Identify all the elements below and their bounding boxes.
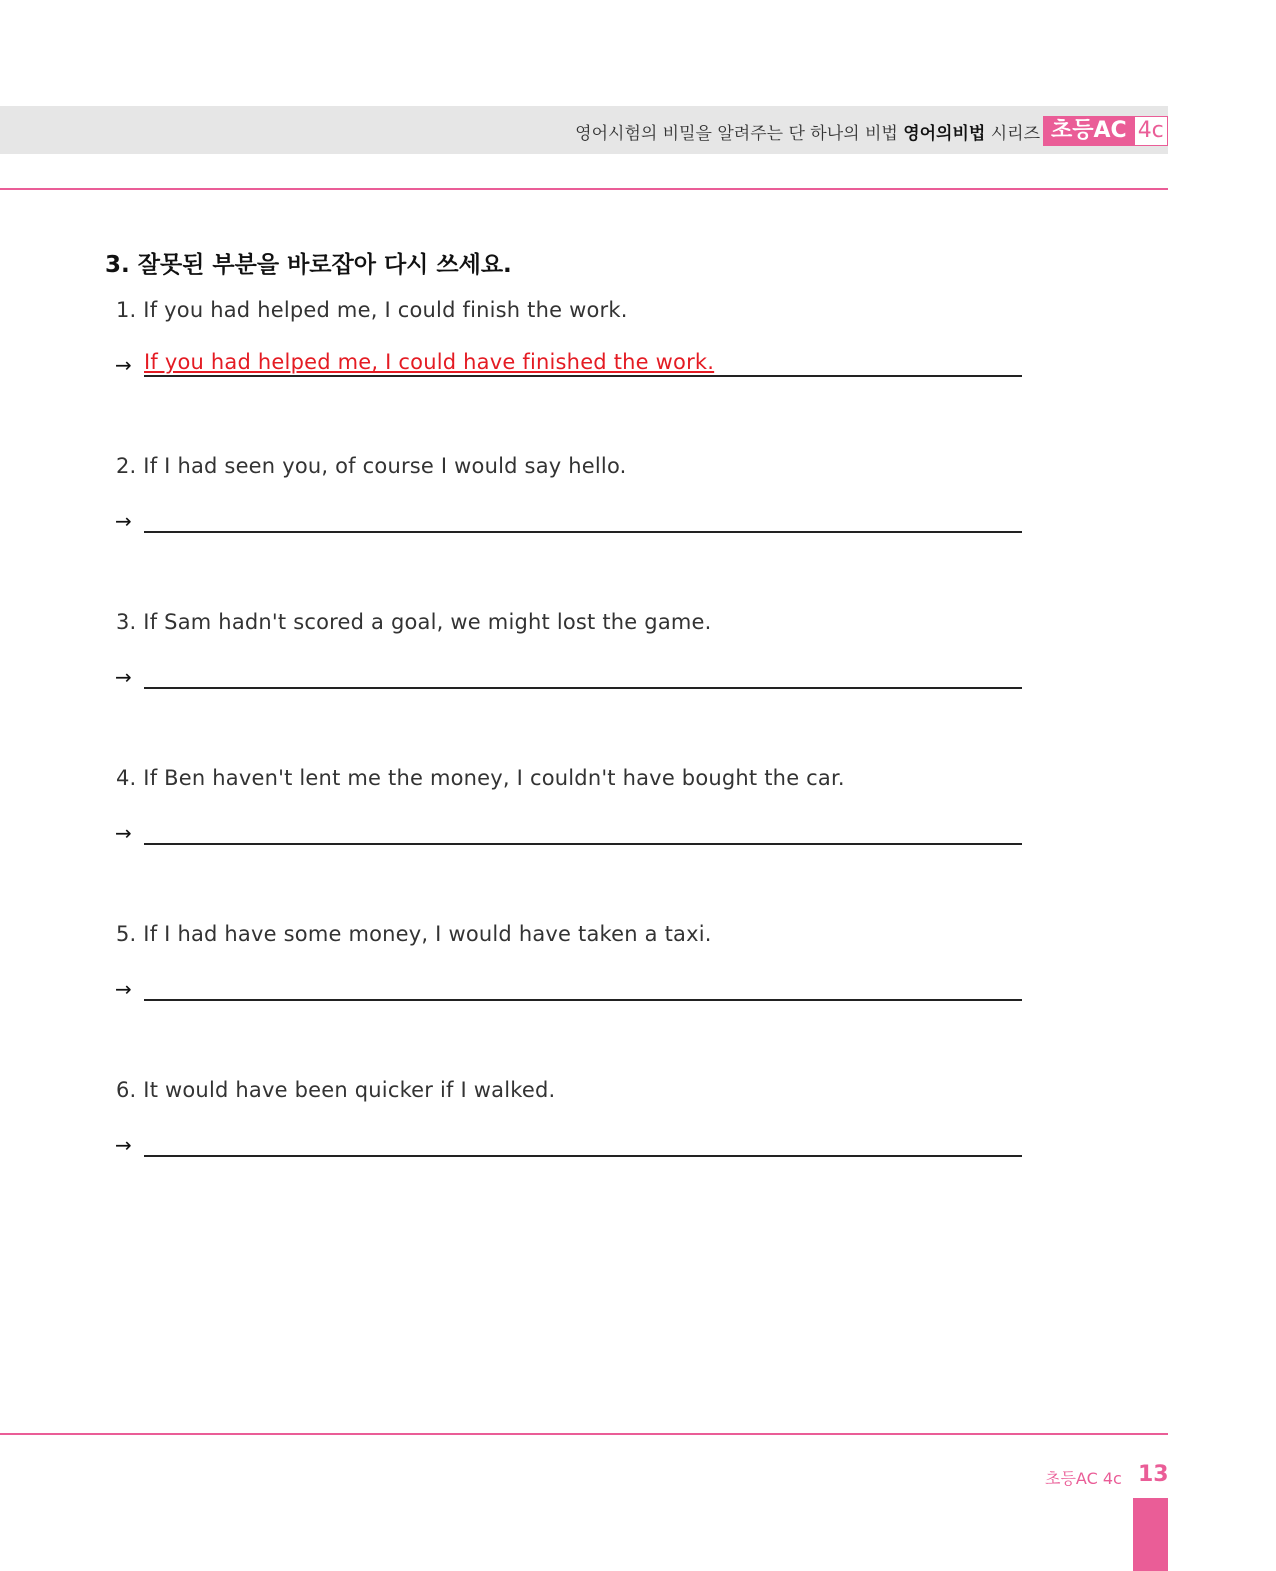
question-5: 5. If I had have some money, I would have taken a taxi.: [116, 922, 712, 946]
section-title: 3. 잘못된 부분을 바로잡아 다시 쓰세요.: [105, 252, 512, 278]
page-tab: [1133, 1498, 1168, 1571]
question-4: 4. If Ben haven't lent me the money, I couldn't have bought the car.: [116, 766, 845, 790]
badge-sub: 4c: [1135, 116, 1168, 146]
answer-1-line[interactable]: [144, 375, 1022, 377]
series-bold: 영어의비법: [903, 124, 986, 144]
bottom-divider: [0, 1433, 1168, 1435]
question-3: 3. If Sam hadn't scored a goal, we might lost the game.: [116, 610, 712, 634]
level-badge: [1043, 116, 1168, 146]
arrow-icon: →: [115, 665, 132, 689]
answer-6-line[interactable]: [144, 1155, 1022, 1157]
series-prefix: 영어시험의 비밀을 알려주는 단 하나의 비법: [575, 124, 904, 144]
answer-2-line[interactable]: [144, 531, 1022, 533]
question-1: 1. If you had helped me, I could finish the work.: [116, 298, 628, 322]
footer-label: 초등AC 4c: [1045, 1469, 1122, 1488]
arrow-icon: →: [115, 353, 132, 377]
question-6: 6. It would have been quicker if I walked.: [116, 1078, 556, 1102]
arrow-icon: →: [115, 509, 132, 533]
answer-5-line[interactable]: [144, 999, 1022, 1001]
badge-main: 초등AC: [1043, 116, 1135, 146]
answer-3-line[interactable]: [144, 687, 1022, 689]
arrow-icon: →: [115, 977, 132, 1001]
page-number: 13: [1138, 1462, 1169, 1487]
series-title: [575, 119, 1040, 144]
question-2: 2. If I had seen you, of course I would say hello.: [116, 454, 627, 478]
answer-4-line[interactable]: [144, 843, 1022, 845]
series-suffix: 시리즈: [985, 124, 1040, 144]
arrow-icon: →: [115, 1133, 132, 1157]
arrow-icon: →: [115, 821, 132, 845]
top-divider: [0, 188, 1168, 190]
answer-1-text: If you had helped me, I could have finished the work.: [144, 350, 715, 374]
